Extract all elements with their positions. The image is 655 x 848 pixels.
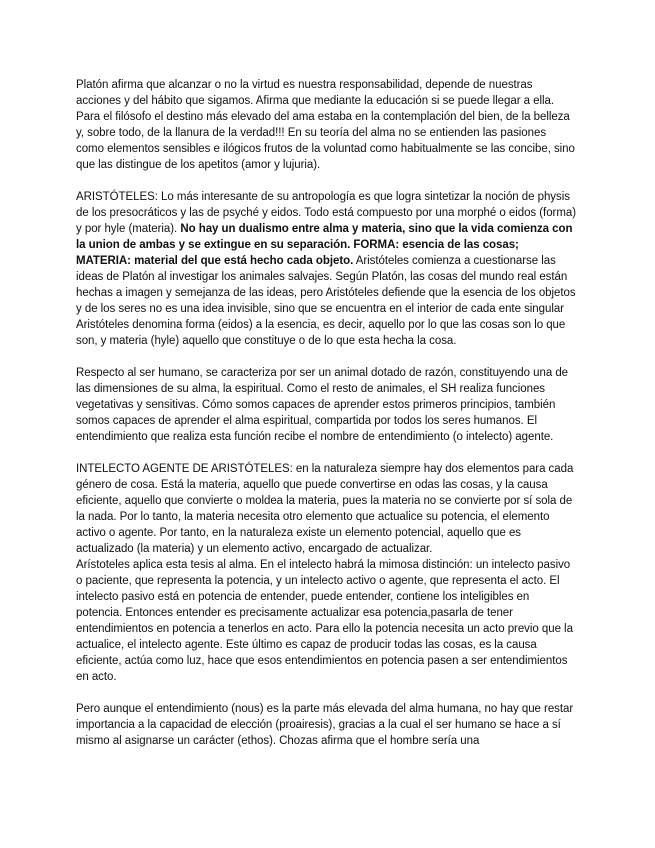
paragraph-entendimiento: Pero aunque el entendimiento (nous) es la parte más elevada del alma humana, no hay que restar importancia a la capacidad de elección (proairesis), gracias a la cual el ser humano se hace a sí mismo al asignarse un carácter (ethos). Chozas afirma que el hombre sería una — [76, 703, 574, 747]
paragraph-ser-humano: Respecto al ser humano, se caracteriza por ser un animal dotado de razón, constituyendo una de las dimensiones de su alma, la espiritual. Como el resto de animales, el SH realiza funciones vegetativas y sensitivas. Cómo somos capaces de aprender estos primeros principios, también somos capaces de aprender el alma espiritual, compartida por todos los seres humanos. El entendimiento que realiza esta función recibe el nombre de entendimiento (o intelecto) agente. — [76, 367, 569, 443]
paragraph-aristoteles — [76, 189, 576, 349]
paragraph-aristoteles-intro: ARISTÓTELES: Lo más interesante de su antropología es que logra sintetizar la noción de physis de los presocráticos y las de psyché y eidos. Todo está compuesto por una morphé o eidos (forma) y por hyle (materia). — [76, 191, 576, 235]
paragraph-aristoteles-bold: No hay un dualismo entre alma y materia, sino que la vida comienza con la union de ambas y se extingue en su separación. FORMA: esencia de las cosas; MATERIA: material del que está hecho cada objeto. — [76, 223, 573, 267]
document-page — [76, 77, 576, 765]
paragraph-alma-tesis: Arístoteles aplica esta tesis al alma. En el intelecto habrá la mimosa distinción: un intelecto pasivo o paciente, que representa la potencia, y un intelecto activo o agente, que representa el acto. El intelecto pasivo está en potencia de entender, puede entender, contiene los inteligibles en potencia. Entonces entender es precisamente actualizar esa potencia,pasarla de tener entendimientos en potencia a tenerlos en acto. Para ello la potencia necesita un acto previo que la actualice, el intelecto agente. Este último es capaz de producir todas las cosas, es la causa eficiente, actúa como luz, hace que esos entendimientos en potencia pasen a ser entendimientos en acto. — [76, 559, 573, 683]
paragraph-aristoteles-rest: Aristóteles comienza a cuestionarse las ideas de Platón al investigar los animales salvajes. Según Platón, las cosas del mundo real están hechas a imagen y semejanza de las ideas, pero Aristóteles defiende que la esencia de los objetos y de los seres no es una idea invisible, sino que se encuentra en el interior de cada ente singular Aristóteles denomina forma (eidos) a la esencia, es decir, aquello por lo que las cosas son lo que son, y materia (hyle) aquello que constituye o de lo que esta hecha la cosa. — [76, 255, 576, 347]
paragraph-intelecto-agente: INTELECTO AGENTE DE ARISTÓTELES: en la naturaleza siempre hay dos elementos para cada género de cosa. Está la materia, aquello que puede convertirse en odas las cosas, y la causa eficiente, aquello que convierte o moldea la materia, pues la materia no se convierte por sí sola de la nada. Por lo tanto, la materia necesita otro elemento que actualice su potencia, el elemento activo o agente. Por tanto, en la naturaleza existe un elemento potencial, aquello que es actualizado (la materia) y un elemento activo, encargado de actualizar. — [76, 463, 574, 555]
paragraph-platon-virtud: Platón afirma que alcanzar o no la virtud es nuestra responsabilidad, depende de nuestras acciones y del hábito que sigamos. Afirma que mediante la educación si se puede llegar a ella. Para el filósofo el destino más elevado del ama estaba en la contemplación del bien, de la belleza y, sobre todo, de la llanura de la verdad!!! En su teoría del alma no se entienden las pasiones como elementos sensibles e ilógicos frutos de la voluntad como habitualmente se las concibe, sino que las distingue de los apetitos (amor y lujuria). — [76, 79, 575, 171]
